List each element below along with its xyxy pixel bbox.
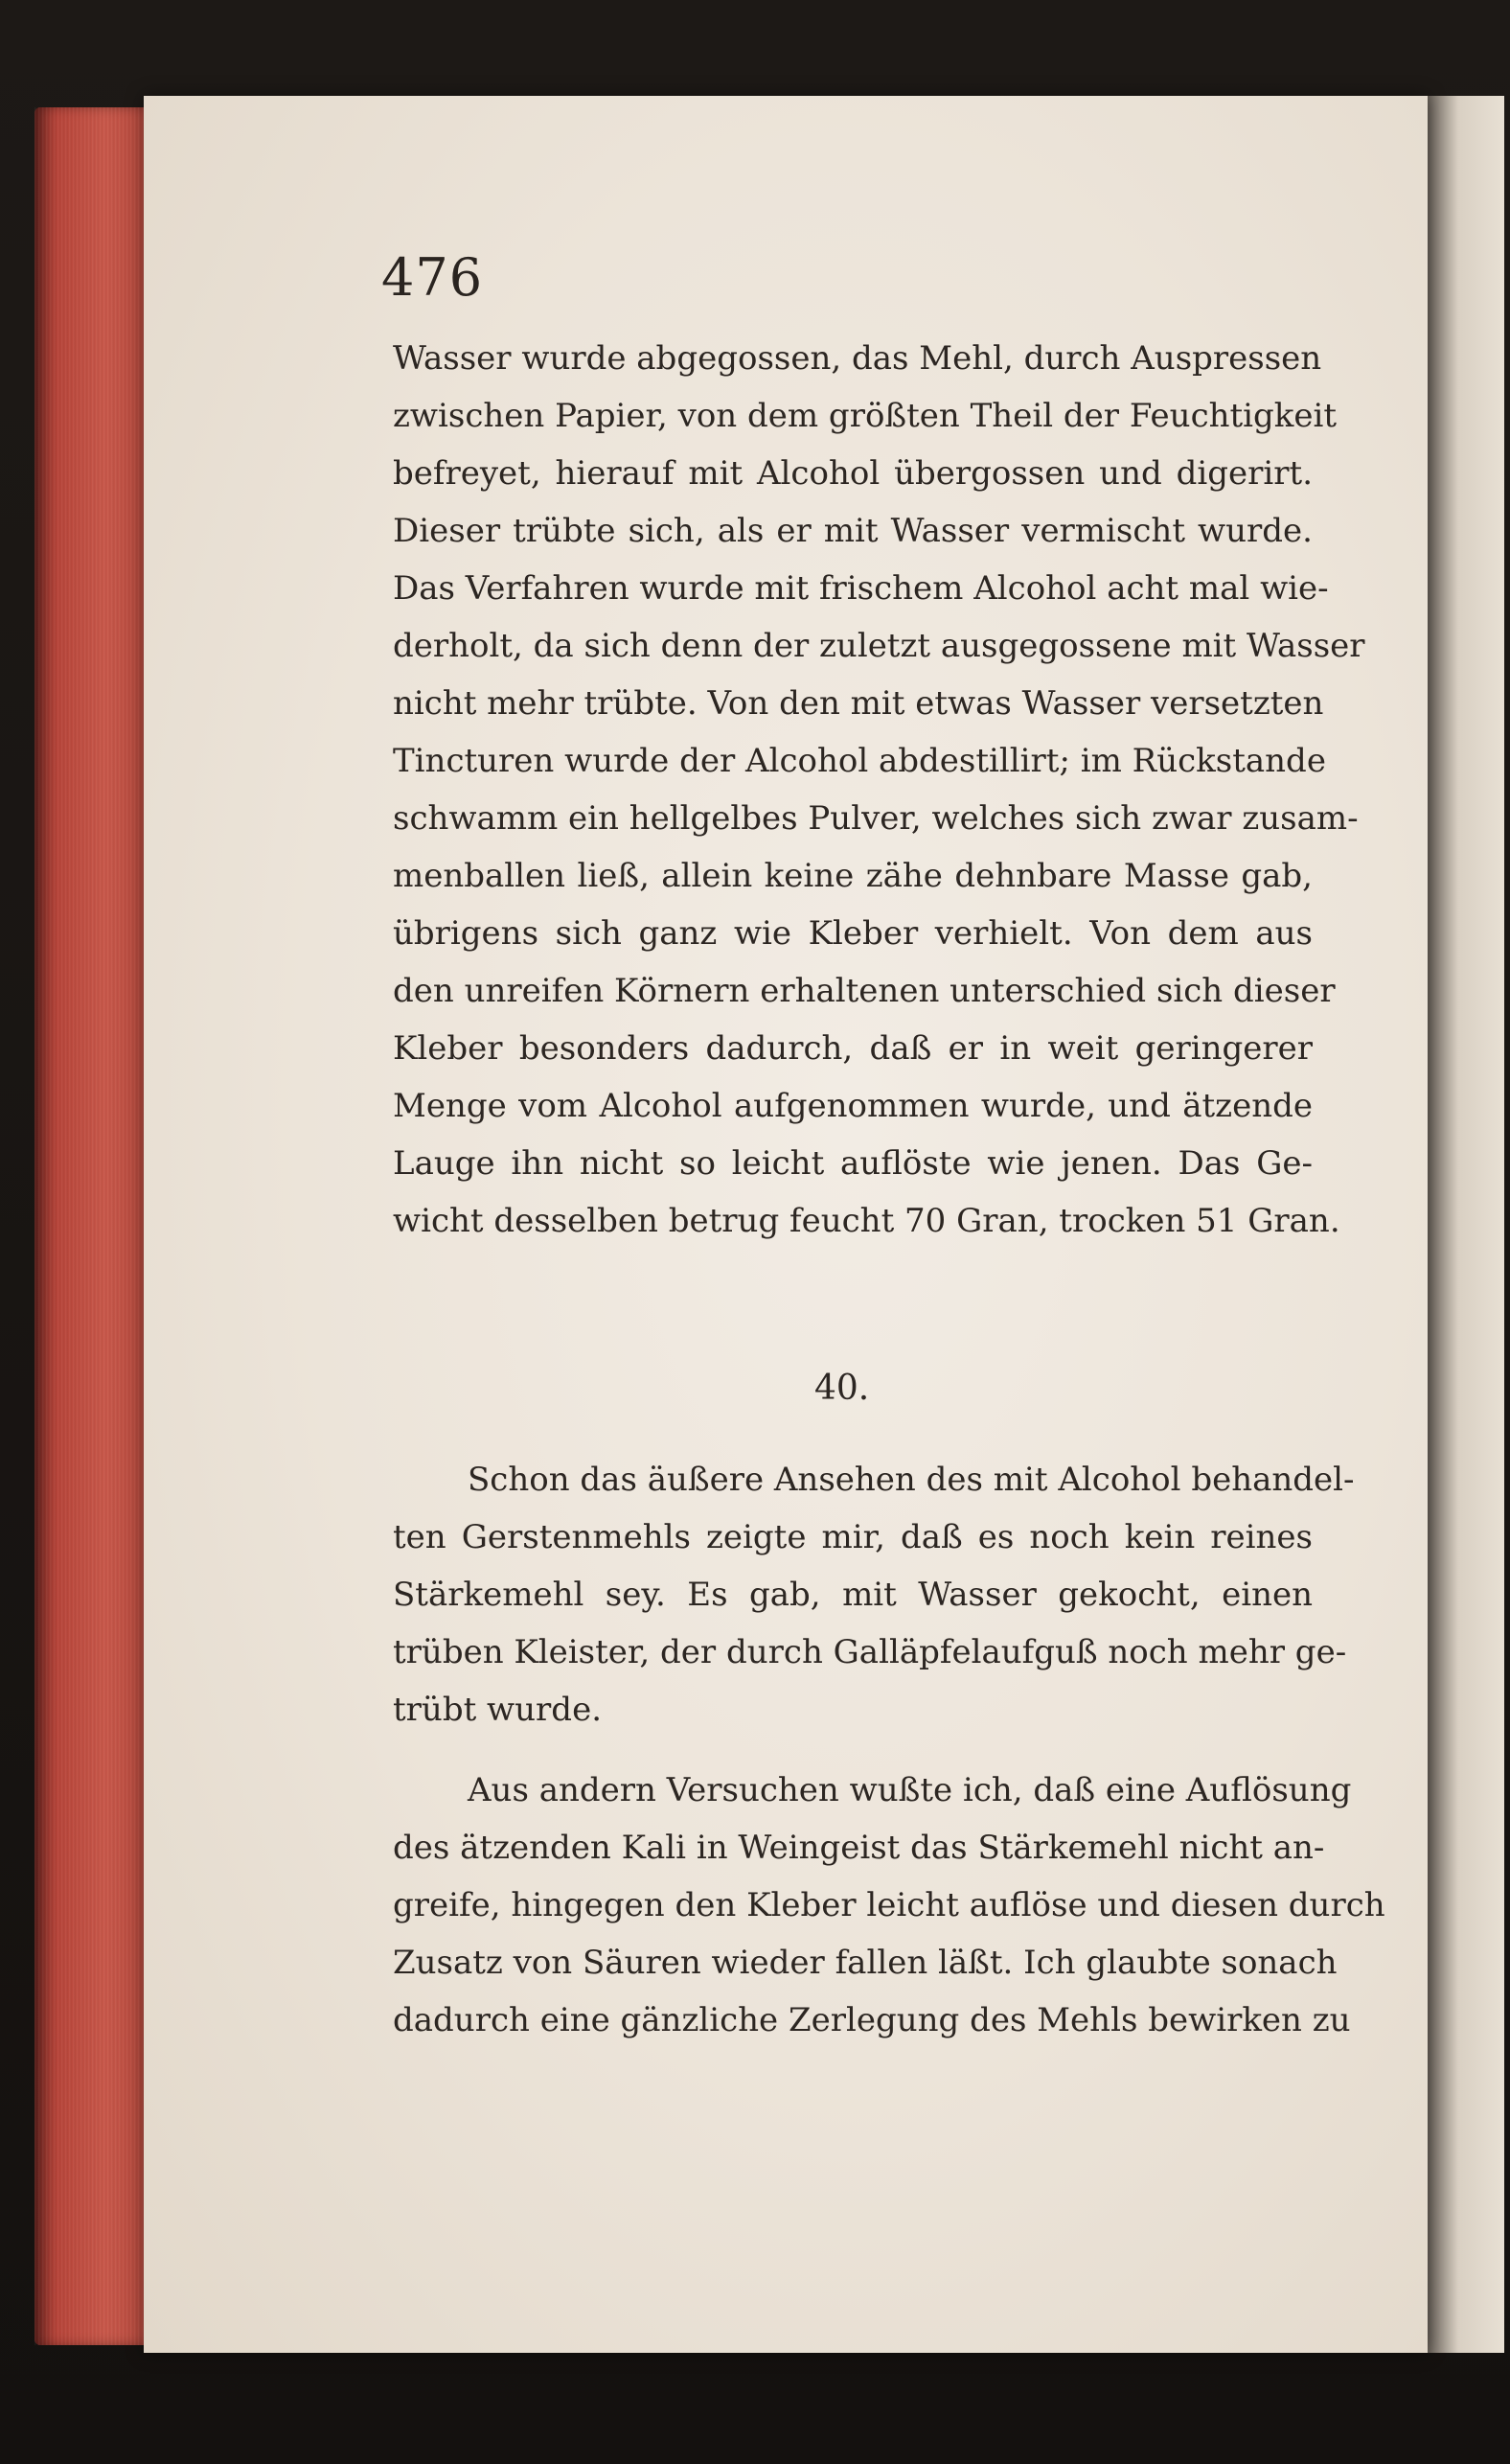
text-line: zwischen Papier, von dem größten Theil der Feuchtigkeit xyxy=(393,397,1338,435)
text-line: greife, hingegen den Kleber leicht auflöse und diesen durch xyxy=(393,1886,1385,1924)
text-line: den unreifen Körnern erhaltenen unterschied sich dieser xyxy=(393,972,1336,1010)
text-line: Wasser wurde abgegossen, das Mehl, durch Auspressen xyxy=(393,339,1322,378)
text-line: nicht mehr trübte. Von den mit etwas Wasser versetzten xyxy=(393,684,1324,723)
text-line: befreyet, hierauf mit Alcohol übergossen und digerirt. xyxy=(393,454,1313,493)
text-line: trübt wurde. xyxy=(393,1691,602,1729)
text-line: Lauge ihn nicht so leicht auflöste wie jenen. Das Ge- xyxy=(393,1144,1313,1183)
paragraph-1 xyxy=(393,330,1365,1250)
facing-page-edge xyxy=(1428,96,1504,2353)
text-line: übrigens sich ganz wie Kleber verhielt. Von dem aus xyxy=(393,914,1313,953)
text-line: Das Verfahren wurde mit frischem Alcohol acht mal wie- xyxy=(393,569,1329,608)
text-line: Kleber besonders dadurch, daß er in weit geringerer xyxy=(393,1029,1313,1068)
text-line: trüben Kleister, der durch Galläpfelaufguß noch mehr ge- xyxy=(393,1633,1347,1671)
text-line: dadurch eine gänzliche Zerlegung des Mehls bewirken zu xyxy=(393,2001,1351,2039)
text-line: derholt, da sich denn der zuletzt ausgegossene mit Wasser xyxy=(393,627,1365,665)
text-line: Dieser trübte sich, als er mit Wasser vermischt wurde. xyxy=(393,512,1313,550)
text-line: schwamm ein hellgelbes Pulver, welches sich zwar zusam- xyxy=(393,799,1359,838)
paragraph-2 xyxy=(393,1451,1355,1739)
text-line: Schon das äußere Ansehen des mit Alcohol behandel- xyxy=(468,1461,1355,1499)
text-line: Stärkemehl sey. Es gab, mit Wasser gekocht, einen xyxy=(393,1576,1313,1614)
section-number: 40. xyxy=(814,1369,870,1408)
text-line: ten Gerstenmehls zeigte mir, daß es noch kein reines xyxy=(393,1518,1313,1556)
paragraph-3 xyxy=(393,1762,1385,2049)
text-line: des ätzenden Kali in Weingeist das Stärkemehl nicht an- xyxy=(393,1829,1325,1867)
text-line: Aus andern Versuchen wußte ich, daß eine Auflösung xyxy=(468,1771,1352,1809)
text-line: Zusatz von Säuren wieder fallen läßt. Ich glaubte sonach xyxy=(393,1944,1338,1982)
text-line: menballen ließ, allein keine zähe dehnbare Masse gab, xyxy=(393,857,1313,895)
text-line: Menge vom Alcohol aufgenommen wurde, und ätzende xyxy=(393,1087,1313,1125)
page-number: 476 xyxy=(381,247,484,308)
text-line: wicht desselben betrug feucht 70 Gran, trocken 51 Gran. xyxy=(393,1202,1340,1240)
text-line: Tincturen wurde der Alcohol abdestillirt; im Rückstande xyxy=(393,742,1326,780)
